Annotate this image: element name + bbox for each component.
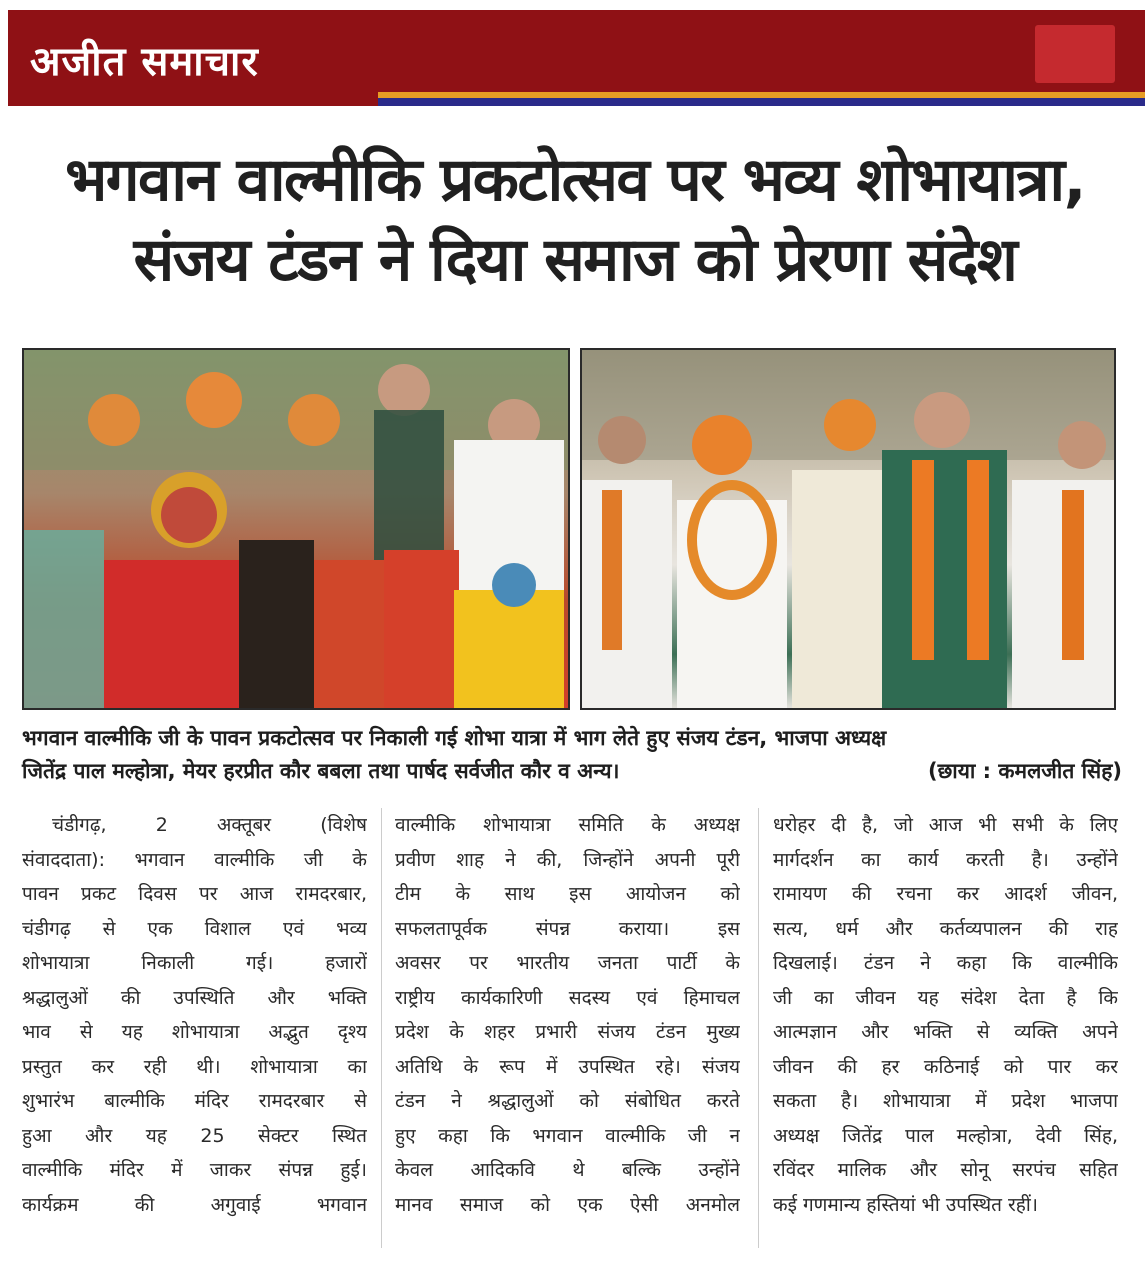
column-line: सकता है। शोभायात्रा में प्रदेश भाजपा <box>773 1090 1118 1112</box>
column-line: राष्ट्रीय कार्यकारिणी सदस्य एवं हिमाचल <box>395 986 740 1009</box>
column-line: जी का जीवन यह संदेश देता है कि <box>773 986 1118 1009</box>
column-line: चंडीगढ़ से एक विशाल एवं भव्य <box>22 917 367 940</box>
column-divider <box>758 808 759 1248</box>
masthead-title: अजीत समाचार <box>30 38 259 85</box>
column-line: अतिथि के रूप में उपस्थित रहे। संजय <box>395 1055 740 1078</box>
column-line: श्रद्धालुओं की उपस्थिति और भक्ति <box>22 986 367 1009</box>
caption-line-1: भगवान वाल्मीकि जी के पावन प्रकटोत्सव पर निकाली गई शोभा यात्रा में भाग लेते हुए संजय टंडन, भाजपा अध्यक्ष <box>22 726 887 750</box>
column-line: हुआ और यह 25 सेक्टर स्थित <box>22 1124 367 1147</box>
column-line: हुए कहा कि भगवान वाल्मीकि जी न <box>395 1124 740 1147</box>
column-line: आत्मज्ञान और भक्ति से व्यक्ति अपने <box>773 1021 1118 1043</box>
column-line: रविंदर मालिक और सोनू सरपंच सहित <box>773 1159 1118 1181</box>
adjacent-page-edge <box>1132 420 1145 1280</box>
column-line: दिखलाई। टंडन ने कहा कि वाल्मीकि <box>773 952 1118 974</box>
masthead <box>8 10 1145 106</box>
column-line: शोभायात्रा निकाली गई। हजारों <box>22 952 367 974</box>
column-line: प्रदेश के शहर प्रभारी संजय टंडन मुख्य <box>395 1021 740 1043</box>
column-line: केवल आदिकवि थे बल्कि उन्होंने <box>395 1159 740 1181</box>
column-line: सत्य, धर्म और कर्तव्यपालन की राह <box>773 917 1118 940</box>
column-line: वाल्मीकि मंदिर में जाकर संपन्न हुई। <box>22 1159 367 1181</box>
column-line: मानव समाज को एक ऐसी अनमोल <box>395 1193 740 1216</box>
photo-caption <box>22 722 1122 788</box>
column-line: टीम के साथ इस आयोजन को <box>395 883 740 905</box>
column-line: सफलतापूर्वक संपन्न कराया। इस <box>395 917 740 940</box>
masthead-stripe-blue <box>378 98 1145 106</box>
photo-credit: (छाया : कमलजीत सिंह) <box>927 759 1122 783</box>
column-line: शुभारंभ बाल्मीकि मंदिर रामदरबार से <box>22 1090 367 1112</box>
article-column-3 <box>773 808 1118 1222</box>
column-line: जीवन की हर कठिनाई को पार कर <box>773 1055 1118 1078</box>
column-line: भाव से यह शोभायात्रा अद्भुत दृश्य <box>22 1021 367 1043</box>
column-line: अध्यक्ष जितेंद्र पाल मल्होत्रा, देवी सिंह, <box>773 1124 1118 1147</box>
headline-line-2: संजय टंडन ने दिया समाज को प्रेरणा संदेश <box>133 225 1017 295</box>
column-line: धरोहर दी है, जो आज भी सभी के लिए <box>773 814 1118 836</box>
photo-procession-leaders <box>580 348 1116 710</box>
column-line: प्रस्तुत कर रही थी। शोभायात्रा का <box>22 1055 367 1078</box>
caption-line-2-text: जितेंद्र पाल मल्होत्रा, मेयर हरप्रीत कौर बबला तथा पार्षद सर्वजीत कौर व अन्य। <box>22 759 620 783</box>
column-line: पावन प्रकट दिवस पर आज रामदरबार, <box>22 883 367 905</box>
column-line: मार्गदर्शन का कार्य करती है। उन्होंने <box>773 848 1118 871</box>
caption-line-2 <box>22 755 1122 788</box>
masthead-logo <box>1035 25 1115 83</box>
column-line: रामायण की रचना कर आदर्श जीवन, <box>773 883 1118 905</box>
column-line: टंडन ने श्रद्धालुओं को संबोधित करते <box>395 1090 740 1112</box>
article-column-2 <box>395 808 740 1222</box>
column-line: कार्यक्रम की अगुवाई भगवान <box>22 1193 367 1216</box>
headline <box>20 140 1130 300</box>
column-line: वाल्मीकि शोभायात्रा समिति के अध्यक्ष <box>395 814 740 836</box>
column-line: संवाददाता): भगवान वाल्मीकि जी के <box>22 848 367 871</box>
photo-procession-children <box>22 348 570 710</box>
article-column-1 <box>22 808 367 1222</box>
column-divider <box>381 808 382 1248</box>
column-line: अवसर पर भारतीय जनता पार्टी के <box>395 952 740 974</box>
photo-procession-leaders-illustration <box>582 350 1114 708</box>
column-line: कई गणमान्य हस्तियां भी उपस्थित रहीं। <box>773 1193 1039 1216</box>
column-line: चंडीगढ़, 2 अक्तूबर (विशेष <box>52 814 367 836</box>
column-line: प्रवीण शाह ने की, जिन्होंने अपनी पूरी <box>395 848 740 871</box>
photo-procession-children-illustration <box>24 350 568 708</box>
headline-line-1: भगवान वाल्मीकि प्रकटोत्सव पर भव्य शोभायात्रा, <box>65 145 1085 215</box>
